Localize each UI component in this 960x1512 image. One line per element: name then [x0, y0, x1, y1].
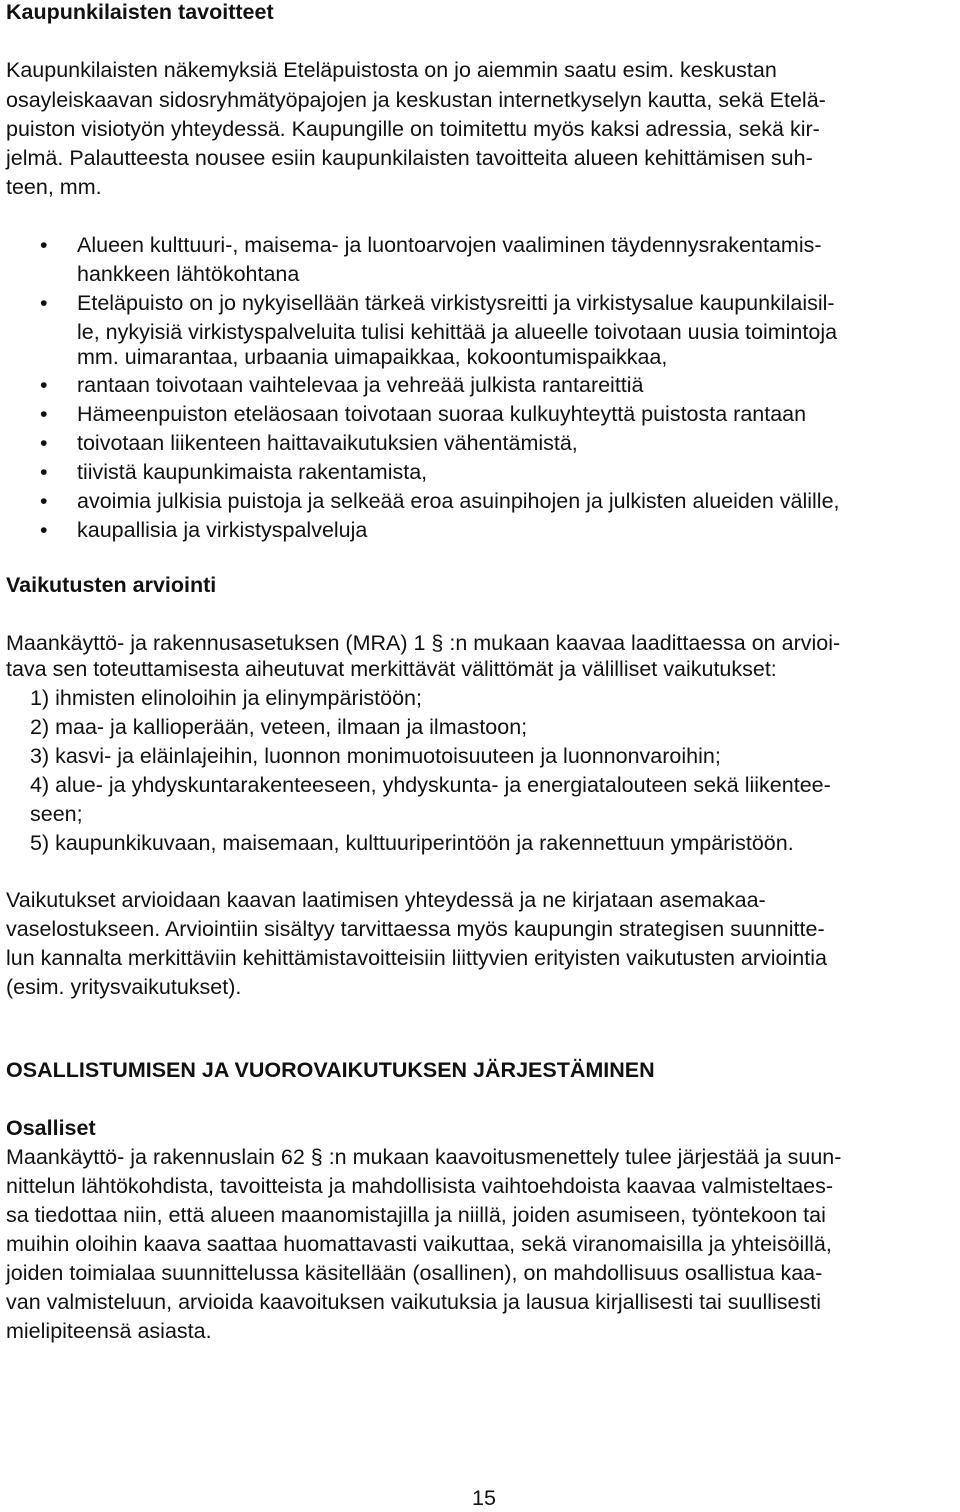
bullet-glyph: •: [40, 431, 48, 455]
bullet-glyph: •: [40, 373, 48, 397]
main-heading-osallistuminen: OSALLISTUMISEN JA VUOROVAIKUTUKSEN JÄRJESTÄMINEN: [6, 1058, 655, 1082]
numbered-list-item: seen;: [30, 802, 83, 826]
bullet-item-line: Eteläpuisto on jo nykyisellään tärkeä virkistysreitti ja virkistysalue kaupunkilaisil-: [77, 291, 835, 315]
paragraph-line: (esim. yritysvaikutukset).: [6, 975, 242, 999]
bullet-item-line: Hämeenpuiston eteläosaan toivotaan suoraa kulkuyhteyttä puistosta rantaan: [77, 402, 807, 426]
paragraph-line: Maankäyttö- ja rakennuslain 62 § :n mukaan kaavoitusmenettely tulee järjestää ja suun-: [6, 1145, 842, 1169]
numbered-list-item: 1) ihmisten elinoloihin ja elinympäristöön;: [30, 686, 422, 710]
paragraph-line: lun kannalta merkittäviin kehittämistavoitteisiin liittyvien erityisten vaikutusten arviointia: [6, 946, 827, 970]
bullet-glyph: •: [40, 460, 48, 484]
section-heading-kaupunkilaisten-tavoitteet: Kaupunkilaisten tavoitteet: [6, 0, 274, 24]
paragraph-line: mielipiteensä asiasta.: [6, 1319, 212, 1343]
bullet-glyph: •: [40, 233, 48, 257]
paragraph-line: van valmisteluun, arvioida kaavoituksen vaikutuksia ja lausua kirjallisesti tai suullisesti: [6, 1290, 821, 1314]
bullet-glyph: •: [40, 291, 48, 315]
paragraph-line: osayleiskaavan sidosryhmätyöpajojen ja keskustan internetkyselyn kautta, sekä Etelä-: [6, 88, 826, 112]
bullet-item-line: avoimia julkisia puistoja ja selkeää eroa asuinpihojen ja julkisten alueiden välille,: [77, 489, 840, 513]
bullet-item-line: kaupallisia ja virkistyspalveluja: [77, 518, 368, 542]
bullet-item-line: Alueen kulttuuri-, maisema- ja luontoarvojen vaaliminen täydennysrakentamis-: [77, 233, 822, 257]
bullet-item-line: mm. uimarantaa, urbaania uimapaikkaa, kokoontumispaikkaa,: [77, 345, 668, 369]
paragraph-line: teen, mm.: [6, 175, 102, 199]
numbered-list-item: 4) alue- ja yhdyskuntarakenteeseen, yhdyskunta- ja energiatalouteen sekä liikentee-: [30, 773, 831, 797]
paragraph-line: puiston visiotyön yhteydessä. Kaupungille on toimitettu myös kaksi adressia, sekä kir-: [6, 117, 820, 141]
paragraph-line: Maankäyttö- ja rakennusasetuksen (MRA) 1 § :n mukaan kaavaa laadittaessa on arvioi-: [6, 631, 841, 655]
bullet-item-line: rantaan toivotaan vaihtelevaa ja vehreää julkista rantareittiä: [77, 373, 644, 397]
paragraph-line: muihin oloihin kaava saattaa huomattavasti vaikuttaa, sekä viranomaisilla ja yhteisöillä,: [6, 1232, 832, 1256]
bullet-glyph: •: [40, 518, 48, 542]
paragraph-line: Kaupunkilaisten näkemyksiä Eteläpuistosta on jo aiemmin saatu esim. keskustan: [6, 58, 777, 82]
paragraph-line: joiden toimialaa suunnittelussa käsitellään (osallinen), on mahdollisuus osallistua kaa-: [6, 1261, 823, 1285]
numbered-list-item: 2) maa- ja kallioperään, veteen, ilmaan ja ilmastoon;: [30, 715, 528, 739]
bullet-glyph: •: [40, 489, 48, 513]
paragraph-line: jelmä. Palautteesta nousee esiin kaupunkilaisten tavoitteita alueen kehittämisen suh-: [6, 146, 813, 170]
subheading-osalliset: Osalliset: [6, 1116, 96, 1140]
numbered-list-item: 5) kaupunkikuvaan, maisemaan, kulttuuriperintöön ja rakennettuun ympäristöön.: [30, 831, 794, 855]
bullet-item-line: toivotaan liikenteen haittavaikutuksien vähentämistä,: [77, 431, 578, 455]
paragraph-line: Vaikutukset arvioidaan kaavan laatimisen yhteydessä ja ne kirjataan asemakaa-: [6, 888, 766, 912]
paragraph-line: vaselostukseen. Arviointiin sisältyy tarvittaessa myös kaupungin strategisen suunnitte-: [6, 917, 825, 941]
bullet-item-line: hankkeen lähtökohtana: [77, 262, 300, 286]
page-number: 15: [472, 1486, 496, 1510]
numbered-list-item: 3) kasvi- ja eläinlajeihin, luonnon monimuotoisuuteen ja luonnonvaroihin;: [30, 744, 721, 768]
bullet-glyph: •: [40, 402, 48, 426]
bullet-item-line: tiivistä kaupunkimaista rakentamista,: [77, 460, 428, 484]
paragraph-line: nittelun lähtökohdista, tavoitteista ja mahdollisista vaihtoehdoista kaavaa valmisteltaes-: [6, 1174, 834, 1198]
paragraph-line: sa tiedottaa niin, että alueen maanomistajilla ja niillä, joiden asumiseen, työntekoon tai: [6, 1203, 826, 1227]
bullet-item-line: le, nykyisiä virkistyspalveluita tulisi kehittää ja alueelle toivotaan uusia toimintoja: [77, 320, 838, 344]
paragraph-line: tava sen toteuttamisesta aiheutuvat merkittävät välittömät ja välilliset vaikutukset:: [6, 657, 777, 681]
section-heading-vaikutusten-arviointi: Vaikutusten arviointi: [6, 573, 217, 597]
